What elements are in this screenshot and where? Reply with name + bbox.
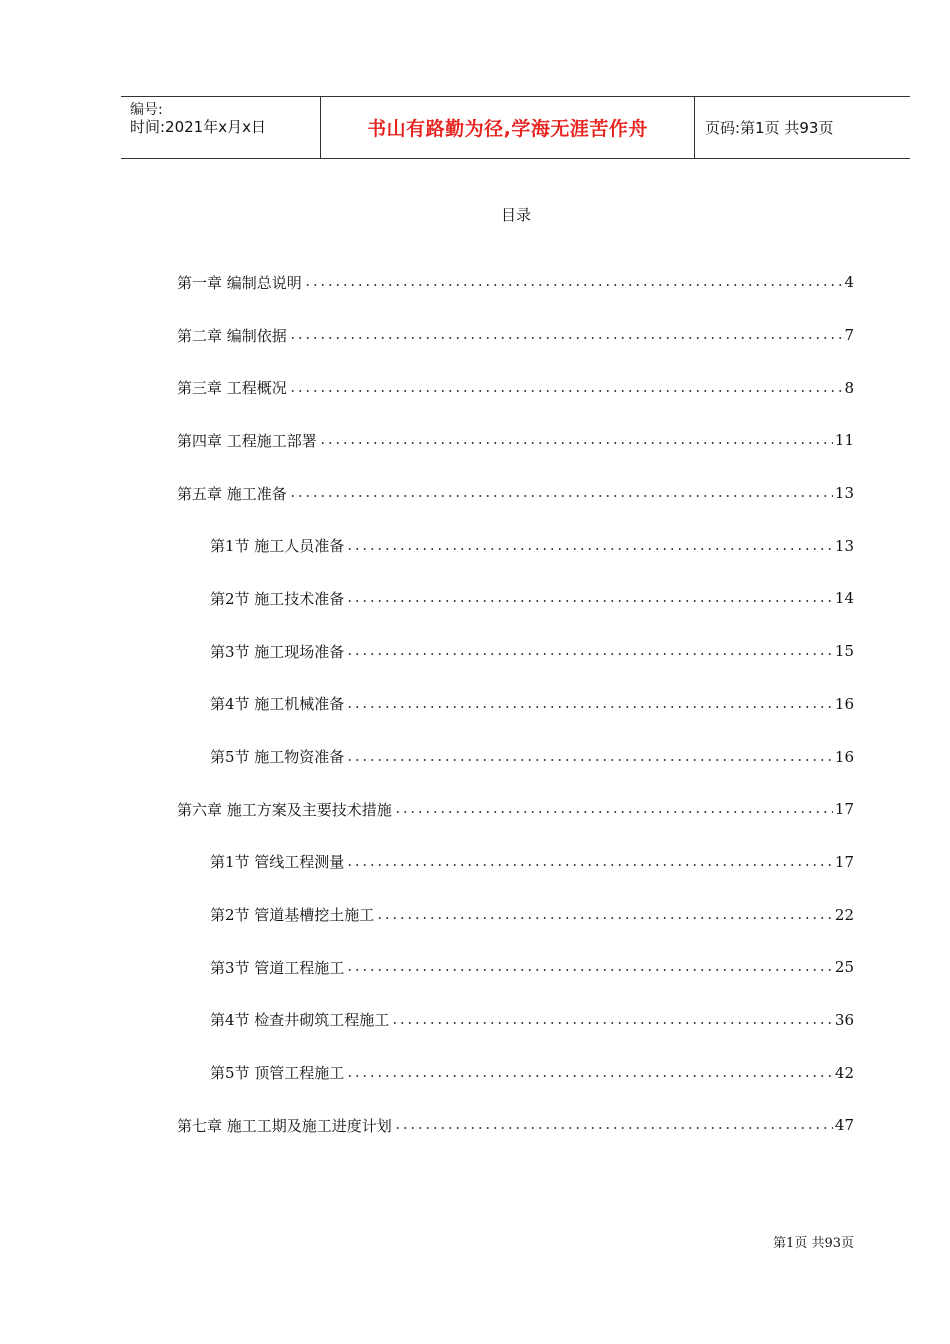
toc-entry-page: 13	[834, 484, 854, 503]
toc-entry-page: 8	[844, 378, 854, 397]
toc-entry-label: 第5节 施工物资准备	[210, 748, 345, 767]
toc-entry[interactable]	[177, 994, 854, 1047]
toc-entry-page: 15	[834, 642, 854, 661]
toc-entry-label: 第一章 编制总说明	[177, 273, 302, 292]
dot-leader	[346, 541, 833, 551]
header-page-code: 页码:第1页 共93页	[705, 119, 834, 137]
dot-leader	[391, 1015, 833, 1025]
toc-entry[interactable]	[177, 256, 854, 309]
toc-entry[interactable]	[177, 519, 854, 572]
dot-leader	[376, 910, 833, 920]
toc-entry[interactable]	[177, 836, 854, 889]
toc-entry-page: 13	[834, 536, 854, 555]
document-header	[121, 96, 910, 159]
toc-entry[interactable]	[177, 414, 854, 467]
footer-page-number: 第1页 共93页	[773, 1236, 854, 1251]
toc-entry-label: 第3节 施工现场准备	[210, 642, 345, 661]
serial-number-label: 编号:	[130, 102, 163, 118]
toc-entry[interactable]	[177, 941, 854, 994]
toc-entry-label: 第1节 管线工程测量	[210, 853, 345, 872]
dot-leader	[346, 962, 833, 972]
dot-leader	[394, 804, 833, 814]
motto-text: 书山有路勤为径,学海无涯苦作舟	[367, 118, 648, 140]
toc-entry-page: 25	[834, 958, 854, 977]
toc-entry-label: 第3节 管道工程施工	[210, 958, 345, 977]
toc-entry-label: 第5节 顶管工程施工	[210, 1064, 345, 1083]
header-motto-cell	[321, 97, 695, 158]
toc-entry[interactable]	[177, 625, 854, 678]
toc-entry-label: 第七章 施工工期及施工进度计划	[177, 1116, 392, 1135]
toc-entry[interactable]	[177, 572, 854, 625]
toc-entry[interactable]	[177, 1046, 854, 1099]
toc-entry-label: 第2节 管道基槽挖土施工	[210, 906, 375, 925]
dot-leader	[289, 330, 843, 340]
dot-leader	[289, 488, 833, 498]
toc-entry[interactable]	[177, 678, 854, 731]
toc-entry-page: 36	[834, 1010, 854, 1029]
dot-leader	[304, 277, 843, 287]
header-info-cell	[121, 97, 321, 158]
toc-entry-page: 14	[834, 589, 854, 608]
toc-entry-label: 第六章 施工方案及主要技术措施	[177, 800, 392, 819]
dot-leader	[346, 752, 833, 762]
dot-leader	[346, 857, 833, 867]
toc-entry-label: 第五章 施工准备	[177, 484, 287, 503]
toc-entry-page: 4	[844, 273, 854, 292]
toc-entry[interactable]	[177, 1099, 854, 1152]
toc-entry-page: 42	[834, 1063, 854, 1082]
time-label: 时间:2021年x月x日	[130, 118, 266, 136]
toc-entry-page: 16	[834, 747, 854, 766]
toc-entry-label: 第1节 施工人员准备	[210, 537, 345, 556]
toc-entry[interactable]	[177, 730, 854, 783]
toc-entry-page: 17	[834, 800, 854, 819]
toc-entry-label: 第4节 检查井砌筑工程施工	[210, 1011, 390, 1030]
toc-entry[interactable]	[177, 309, 854, 362]
dot-leader	[394, 1120, 833, 1130]
toc-entry-label: 第三章 工程概况	[177, 379, 287, 398]
dot-leader	[346, 646, 833, 656]
header-page-cell	[695, 97, 910, 158]
dot-leader	[346, 699, 833, 709]
dot-leader	[346, 1068, 833, 1078]
toc-entry-page: 47	[834, 1116, 854, 1135]
toc-entry[interactable]	[177, 783, 854, 836]
toc-entry-page: 22	[834, 905, 854, 924]
dot-leader	[346, 593, 833, 603]
toc-entry-label: 第二章 编制依据	[177, 326, 287, 345]
dot-leader	[319, 435, 833, 445]
toc-entry[interactable]	[177, 361, 854, 414]
toc-entry-page: 11	[834, 431, 854, 450]
toc-title: 目录	[500, 206, 531, 224]
toc-entry-page: 7	[844, 326, 854, 345]
toc-entry-label: 第四章 工程施工部署	[177, 431, 317, 450]
toc-entry-page: 16	[834, 694, 854, 713]
toc-entry-label: 第2节 施工技术准备	[210, 589, 345, 608]
toc-entry[interactable]	[177, 888, 854, 941]
table-of-contents	[177, 256, 854, 1152]
toc-entry-page: 17	[834, 852, 854, 871]
toc-entry[interactable]	[177, 467, 854, 520]
toc-entry-label: 第4节 施工机械准备	[210, 695, 345, 714]
dot-leader	[289, 383, 843, 393]
